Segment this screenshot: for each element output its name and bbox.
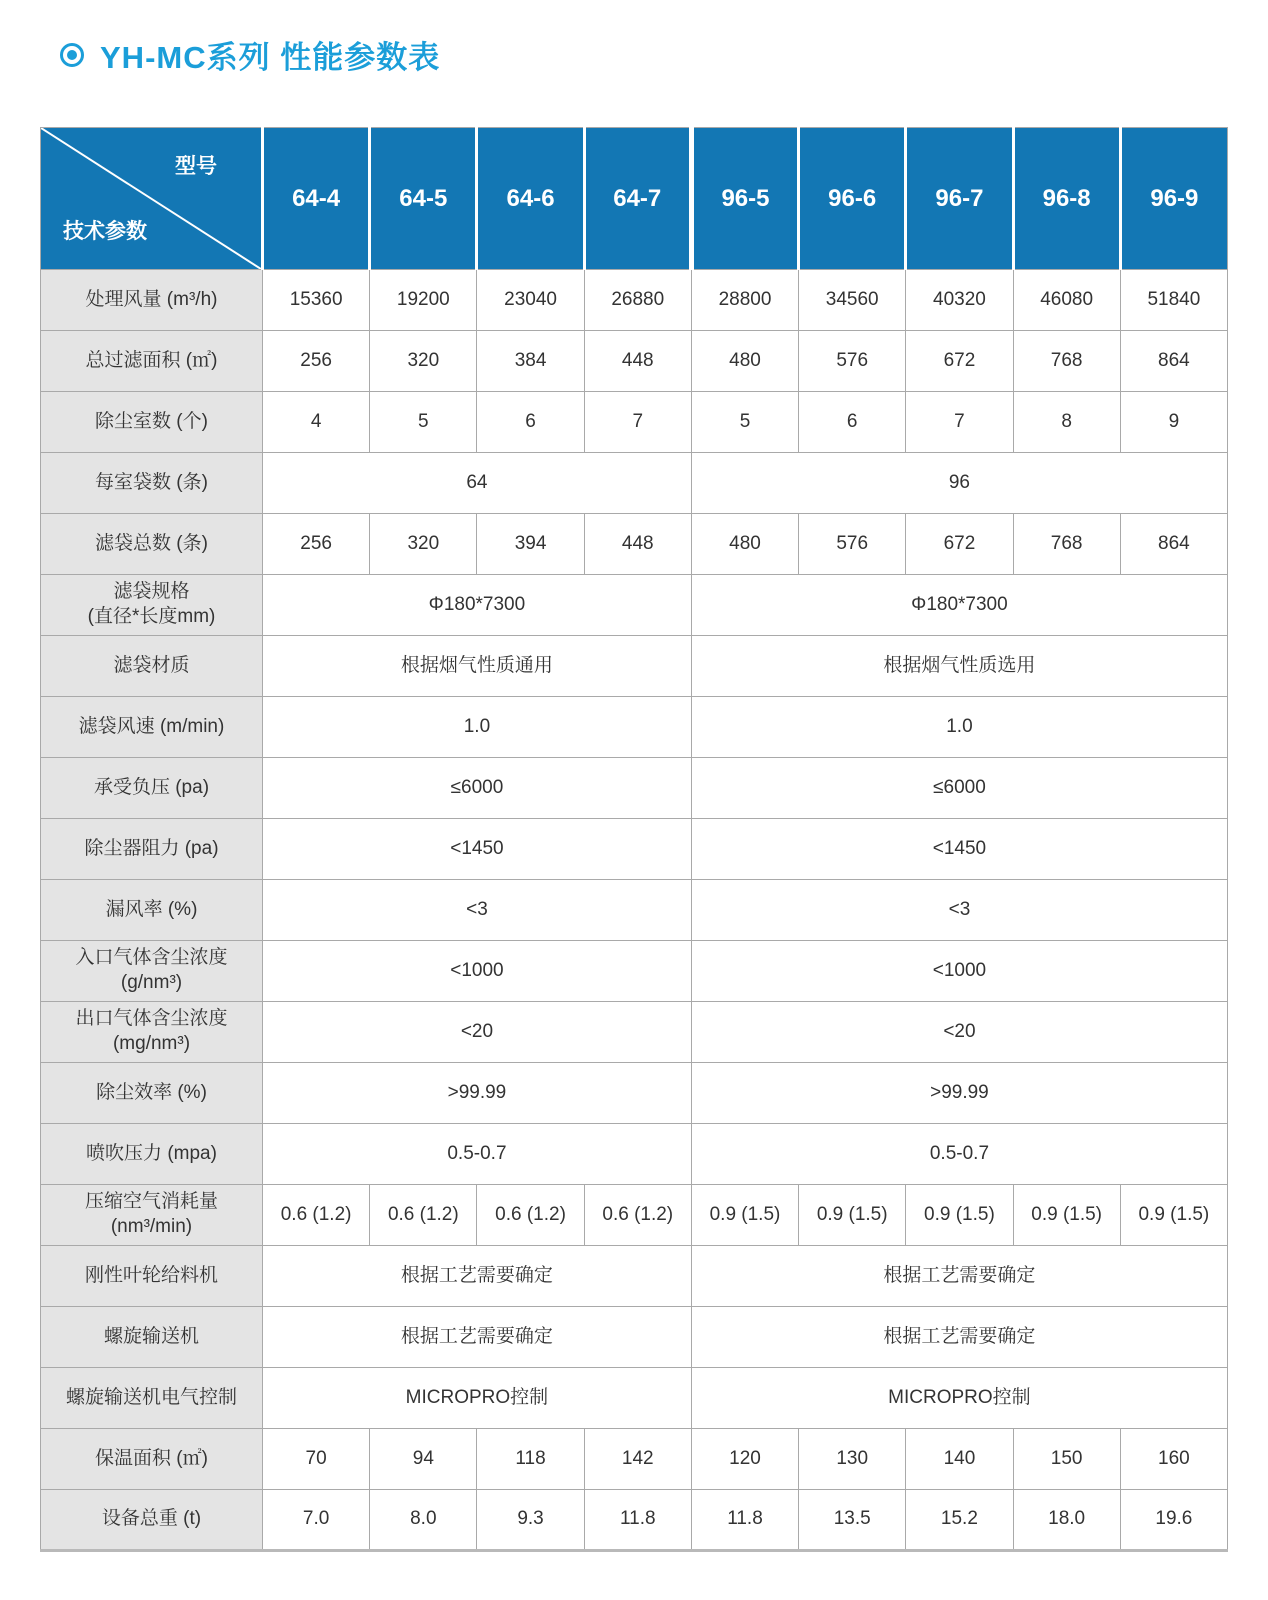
row-label: 滤袋规格 (直径*长度mm)	[41, 575, 263, 636]
value-cell: 0.9 (1.5)	[799, 1185, 906, 1246]
table-row-impeller-feeder	[41, 1246, 1228, 1307]
value-cell: 11.8	[584, 1490, 691, 1551]
table-row-airflow	[41, 270, 1228, 331]
value-cell: 19200	[370, 270, 477, 331]
merged-cell-right: MICROPRO控制	[691, 1368, 1227, 1429]
table-row-insulation-area	[41, 1429, 1228, 1490]
value-cell: 18.0	[1013, 1490, 1120, 1551]
table-row-inlet-dust	[41, 941, 1228, 1002]
table-row-filter-area	[41, 331, 1228, 392]
corner-label-model: 型号	[175, 155, 217, 178]
table-row-bag-velocity	[41, 697, 1228, 758]
row-label: 滤袋材质	[41, 636, 263, 697]
value-cell: 256	[263, 514, 370, 575]
value-cell: 448	[584, 514, 691, 575]
value-cell: 672	[906, 331, 1013, 392]
table-row-bag-material	[41, 636, 1228, 697]
column-header-64-5: 64-5	[370, 128, 477, 270]
value-cell: 9.3	[477, 1490, 584, 1551]
merged-cell-right: <1000	[691, 941, 1227, 1002]
column-header-96-6: 96-6	[799, 128, 906, 270]
row-label: 保温面积 (㎡)	[41, 1429, 263, 1490]
table-row-air-consumption	[41, 1185, 1228, 1246]
row-label: 出口气体含尘浓度 (mg/nm³)	[41, 1002, 263, 1063]
value-cell: 46080	[1013, 270, 1120, 331]
merged-cell-left: <1450	[263, 819, 692, 880]
value-cell: 130	[799, 1429, 906, 1490]
value-cell: 256	[263, 331, 370, 392]
value-cell: 8.0	[370, 1490, 477, 1551]
title-bullet-icon	[60, 43, 84, 67]
value-cell: 864	[1120, 514, 1227, 575]
table-row-bag-spec	[41, 575, 1228, 636]
value-cell: 9	[1120, 392, 1227, 453]
value-cell: 672	[906, 514, 1013, 575]
row-label: 总过滤面积 (㎡)	[41, 331, 263, 392]
row-label: 设备总重 (t)	[41, 1490, 263, 1551]
merged-cell-right: <20	[691, 1002, 1227, 1063]
table-row-resistance	[41, 819, 1228, 880]
value-cell: 480	[691, 514, 798, 575]
merged-cell-left: <3	[263, 880, 692, 941]
merged-cell-left: 根据烟气性质通用	[263, 636, 692, 697]
value-cell: 94	[370, 1429, 477, 1490]
value-cell: 0.9 (1.5)	[691, 1185, 798, 1246]
merged-cell-right: 根据工艺需要确定	[691, 1307, 1227, 1368]
value-cell: 0.9 (1.5)	[1013, 1185, 1120, 1246]
corner-cell	[41, 128, 263, 270]
table-row-total-weight	[41, 1490, 1228, 1551]
merged-cell-right: <1450	[691, 819, 1227, 880]
value-cell: 13.5	[799, 1490, 906, 1551]
value-cell: 864	[1120, 331, 1227, 392]
table-row-pulse-pressure	[41, 1124, 1228, 1185]
table-row-chambers	[41, 392, 1228, 453]
value-cell: 8	[1013, 392, 1120, 453]
table-row-leakage-rate	[41, 880, 1228, 941]
value-cell: 6	[477, 392, 584, 453]
row-label: 除尘效率 (%)	[41, 1063, 263, 1124]
value-cell: 0.9 (1.5)	[906, 1185, 1013, 1246]
value-cell: 0.6 (1.2)	[477, 1185, 584, 1246]
merged-cell-right: 1.0	[691, 697, 1227, 758]
page-title: YH-MC系列 性能参数表	[100, 40, 441, 75]
value-cell: 70	[263, 1429, 370, 1490]
value-cell: 23040	[477, 270, 584, 331]
title-section	[0, 0, 1268, 77]
value-cell: 0.6 (1.2)	[263, 1185, 370, 1246]
value-cell: 768	[1013, 331, 1120, 392]
value-cell: 118	[477, 1429, 584, 1490]
merged-cell-left: <1000	[263, 941, 692, 1002]
value-cell: 0.6 (1.2)	[584, 1185, 691, 1246]
value-cell: 120	[691, 1429, 798, 1490]
merged-cell-left: ≤6000	[263, 758, 692, 819]
value-cell: 576	[799, 331, 906, 392]
merged-cell-right: 96	[691, 453, 1227, 514]
value-cell: 11.8	[691, 1490, 798, 1551]
table-row-negative-pressure	[41, 758, 1228, 819]
column-header-96-5: 96-5	[691, 128, 798, 270]
value-cell: 576	[799, 514, 906, 575]
value-cell: 768	[1013, 514, 1120, 575]
value-cell: 28800	[691, 270, 798, 331]
column-header-96-9: 96-9	[1120, 128, 1227, 270]
value-cell: 4	[263, 392, 370, 453]
merged-cell-left: Φ180*7300	[263, 575, 692, 636]
merged-cell-right: Φ180*7300	[691, 575, 1227, 636]
merged-cell-left: >99.99	[263, 1063, 692, 1124]
column-header-96-7: 96-7	[906, 128, 1013, 270]
value-cell: 5	[370, 392, 477, 453]
merged-cell-left: 根据工艺需要确定	[263, 1307, 692, 1368]
value-cell: 26880	[584, 270, 691, 331]
row-label: 螺旋输送机电气控制	[41, 1368, 263, 1429]
diagonal-line	[41, 128, 261, 269]
merged-cell-right: 0.5-0.7	[691, 1124, 1227, 1185]
table-row-conveyor-control	[41, 1368, 1228, 1429]
row-label: 漏风率 (%)	[41, 880, 263, 941]
table-row-outlet-dust	[41, 1002, 1228, 1063]
row-label: 螺旋输送机	[41, 1307, 263, 1368]
row-label: 压缩空气消耗量 (nm³/min)	[41, 1185, 263, 1246]
column-header-96-8: 96-8	[1013, 128, 1120, 270]
row-label: 喷吹压力 (mpa)	[41, 1124, 263, 1185]
header-row	[41, 128, 1228, 270]
row-label: 每室袋数 (条)	[41, 453, 263, 514]
row-label: 入口气体含尘浓度 (g/nm³)	[41, 941, 263, 1002]
value-cell: 7	[906, 392, 1013, 453]
value-cell: 320	[370, 331, 477, 392]
value-cell: 19.6	[1120, 1490, 1227, 1551]
merged-cell-right: >99.99	[691, 1063, 1227, 1124]
value-cell: 40320	[906, 270, 1013, 331]
table-row-screw-conveyor	[41, 1307, 1228, 1368]
value-cell: 6	[799, 392, 906, 453]
row-label: 承受负压 (pa)	[41, 758, 263, 819]
column-header-64-6: 64-6	[477, 128, 584, 270]
value-cell: 51840	[1120, 270, 1227, 331]
value-cell: 480	[691, 331, 798, 392]
row-label: 除尘室数 (个)	[41, 392, 263, 453]
value-cell: 5	[691, 392, 798, 453]
value-cell: 15.2	[906, 1490, 1013, 1551]
value-cell: 394	[477, 514, 584, 575]
merged-cell-left: <20	[263, 1002, 692, 1063]
corner-label-params: 技术参数	[63, 220, 147, 243]
row-label: 除尘器阻力 (pa)	[41, 819, 263, 880]
spec-table	[40, 127, 1228, 1552]
value-cell: 7	[584, 392, 691, 453]
title-bullet-dot	[67, 50, 77, 60]
value-cell: 34560	[799, 270, 906, 331]
value-cell: 320	[370, 514, 477, 575]
merged-cell-right: <3	[691, 880, 1227, 941]
value-cell: 140	[906, 1429, 1013, 1490]
merged-cell-left: 0.5-0.7	[263, 1124, 692, 1185]
row-label: 滤袋总数 (条)	[41, 514, 263, 575]
value-cell: 7.0	[263, 1490, 370, 1551]
merged-cell-left: MICROPRO控制	[263, 1368, 692, 1429]
row-label: 处理风量 (m³/h)	[41, 270, 263, 331]
value-cell: 15360	[263, 270, 370, 331]
row-label: 刚性叶轮给料机	[41, 1246, 263, 1307]
merged-cell-left: 根据工艺需要确定	[263, 1246, 692, 1307]
column-header-64-4: 64-4	[263, 128, 370, 270]
column-header-64-7: 64-7	[584, 128, 691, 270]
merged-cell-right: 根据烟气性质选用	[691, 636, 1227, 697]
value-cell: 448	[584, 331, 691, 392]
merged-cell-right: 根据工艺需要确定	[691, 1246, 1227, 1307]
row-label: 滤袋风速 (m/min)	[41, 697, 263, 758]
value-cell: 150	[1013, 1429, 1120, 1490]
table-row-efficiency	[41, 1063, 1228, 1124]
value-cell: 0.9 (1.5)	[1120, 1185, 1227, 1246]
table-row-total-bags	[41, 514, 1228, 575]
merged-cell-right: ≤6000	[691, 758, 1227, 819]
value-cell: 0.6 (1.2)	[370, 1185, 477, 1246]
value-cell: 142	[584, 1429, 691, 1490]
merged-cell-left: 64	[263, 453, 692, 514]
table-row-bags-per-chamber	[41, 453, 1228, 514]
value-cell: 384	[477, 331, 584, 392]
value-cell: 160	[1120, 1429, 1227, 1490]
merged-cell-left: 1.0	[263, 697, 692, 758]
